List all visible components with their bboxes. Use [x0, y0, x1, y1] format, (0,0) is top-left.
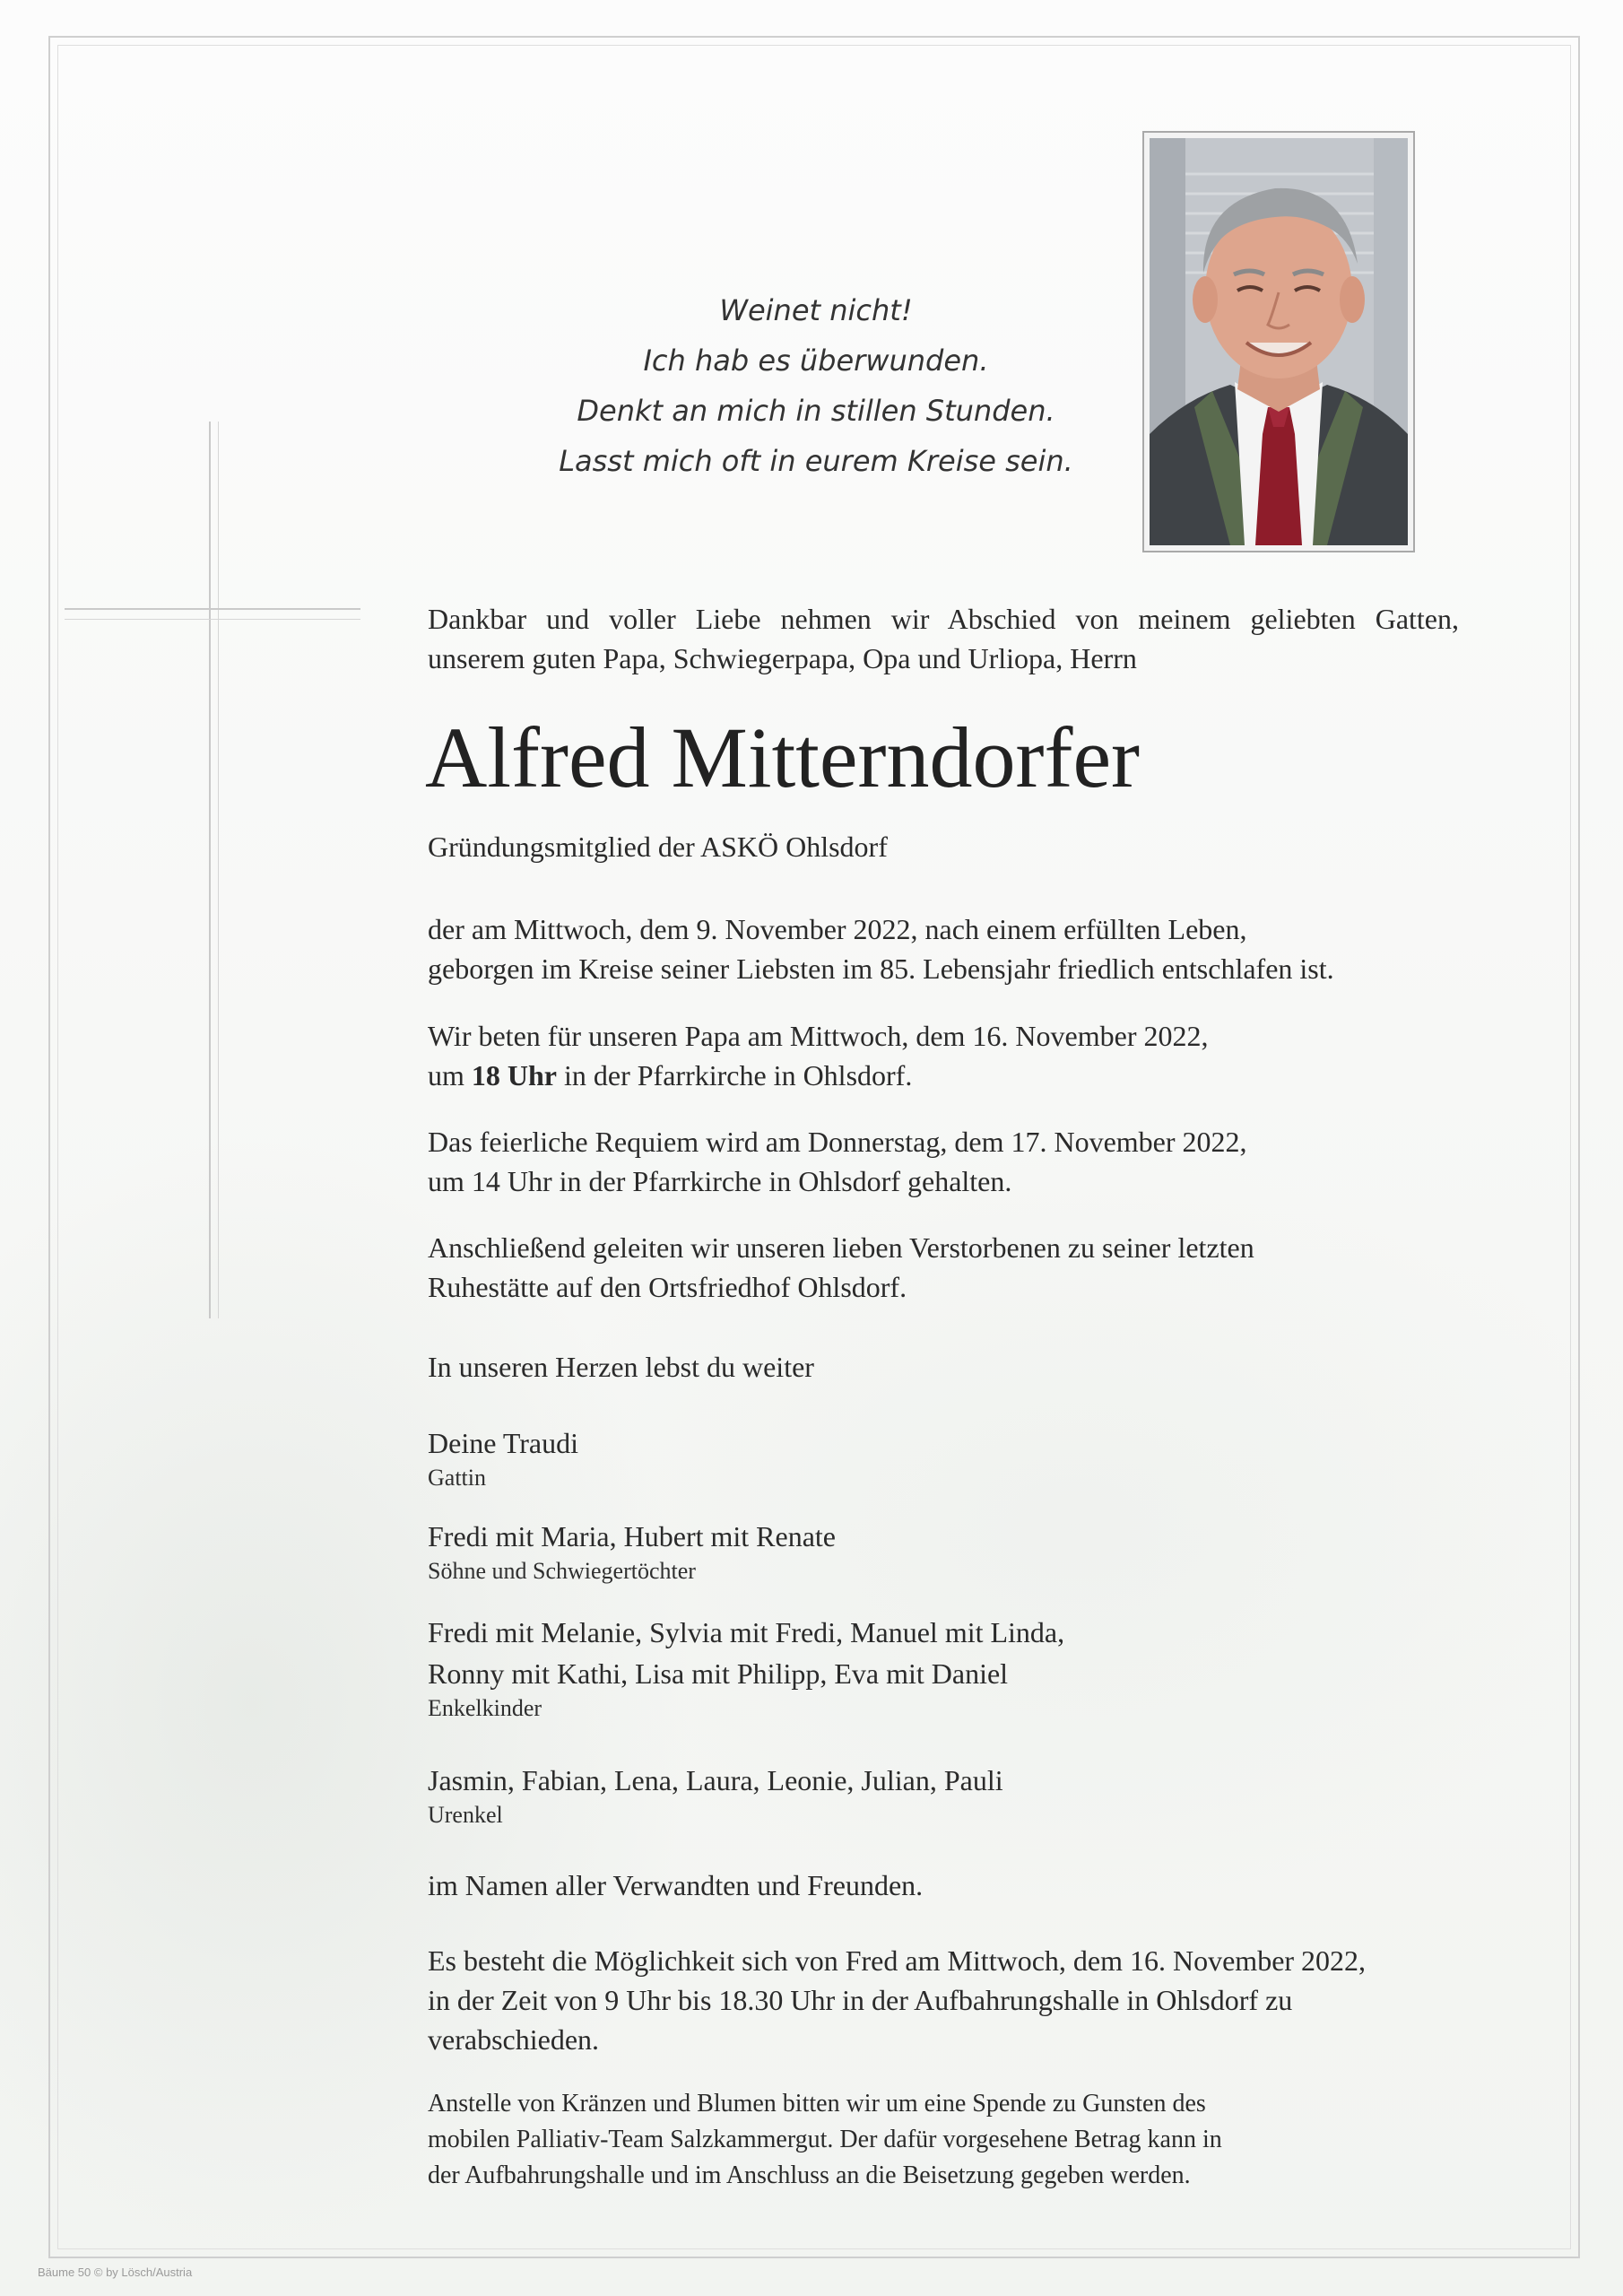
deceased-subtitle: Gründungsmitglied der ASKÖ Ohlsdorf	[428, 831, 888, 863]
burial-line: Anschließend geleiten wir unseren lieben Verstorbenen zu seiner letzten	[428, 1231, 1254, 1264]
poem-line: Lasst mich oft in eurem Kreise sein.	[559, 444, 1073, 478]
family-group-spouse	[428, 1422, 1459, 1492]
closing-line: im Namen aller Verwandten und Freunden.	[428, 1869, 924, 1901]
burial-notice	[428, 1228, 1459, 1307]
intro-text	[428, 599, 1459, 678]
family-role: Söhne und Schwiegertöchter	[428, 1558, 696, 1584]
viewing-notice	[428, 1941, 1459, 2059]
family-role: Enkelkinder	[428, 1695, 542, 1721]
poem-line: Weinet nicht!	[719, 293, 913, 327]
family-role: Gattin	[428, 1465, 486, 1491]
portrait-frame	[1142, 131, 1415, 552]
family-role: Urenkel	[428, 1802, 503, 1828]
poem-line: Denkt an mich in stillen Stunden.	[577, 394, 1055, 428]
viewing-line: in der Zeit von 9 Uhr bis 18.30 Uhr in der Aufbahrungshalle in Ohlsdorf zu	[428, 1984, 1293, 2016]
donation-line: Anstelle von Kränzen und Blumen bitten wir um eine Spende zu Gunsten des	[428, 2090, 1206, 2118]
prayer-notice	[428, 1016, 1459, 1095]
donation-line: mobilen Palliativ-Team Salzkammergut. Der dafür vorgesehene Betrag kann in	[428, 2126, 1222, 2153]
prayer-line: um 18 Uhr in der Pfarrkirche in Ohlsdorf.	[428, 1059, 913, 1091]
requiem-notice	[428, 1122, 1459, 1201]
family-group-children	[428, 1516, 1459, 1586]
portrait-photo	[1150, 138, 1408, 545]
motto: In unseren Herzen lebst du weiter	[428, 1351, 814, 1383]
family-names: Deine Traudi	[428, 1427, 578, 1459]
portrait-illustration	[1150, 138, 1408, 545]
family-group-grandchildren	[428, 1612, 1459, 1723]
copyright-footer: Bäume 50 © by Lösch/Austria	[38, 2266, 193, 2279]
requiem-line: um 14 Uhr in der Pfarrkirche in Ohlsdorf gehalten.	[428, 1165, 1012, 1197]
poem	[466, 285, 1166, 486]
deceased-name: Alfred Mitterndorfer	[425, 709, 1141, 805]
death-line: geborgen im Kreise seiner Liebsten im 85. Lebensjahr friedlich entschlafen ist.	[428, 952, 1334, 985]
family-names: Jasmin, Fabian, Lena, Laura, Leonie, Julian, Pauli	[428, 1764, 1003, 1796]
family-group-great-grandchildren	[428, 1760, 1459, 1830]
donation-notice	[428, 2086, 1459, 2194]
donation-line: der Aufbahrungshalle und im Anschluss an die Beisetzung gegeben werden.	[428, 2161, 1191, 2189]
requiem-line: Das feierliche Requiem wird am Donnerstag, dem 17. November 2022,	[428, 1126, 1247, 1158]
family-names: Fredi mit Melanie, Sylvia mit Fredi, Manuel mit Linda,	[428, 1616, 1065, 1648]
poem-line: Ich hab es überwunden.	[643, 344, 989, 378]
prayer-time: 18 Uhr	[471, 1059, 557, 1091]
family-names: Ronny mit Kathi, Lisa mit Philipp, Eva mit Daniel	[428, 1657, 1009, 1690]
death-line: der am Mittwoch, dem 9. November 2022, nach einem erfüllten Leben,	[428, 913, 1247, 945]
death-notice	[428, 909, 1459, 988]
prayer-line: Wir beten für unseren Papa am Mittwoch, dem 16. November 2022,	[428, 1020, 1209, 1052]
burial-line: Ruhestätte auf den Ortsfriedhof Ohlsdorf.	[428, 1271, 907, 1303]
intro-line: Dankbar und voller Liebe nehmen wir Abschied von meinem geliebten Gatten,	[428, 603, 1459, 635]
viewing-line: Es besteht die Möglichkeit sich von Fred am Mittwoch, dem 16. November 2022,	[428, 1944, 1367, 1977]
intro-line: unserem guten Papa, Schwiegerpapa, Opa und Urliopa, Herrn	[428, 642, 1137, 674]
viewing-line: verabschieden.	[428, 2023, 600, 2056]
family-names: Fredi mit Maria, Hubert mit Renate	[428, 1520, 836, 1552]
